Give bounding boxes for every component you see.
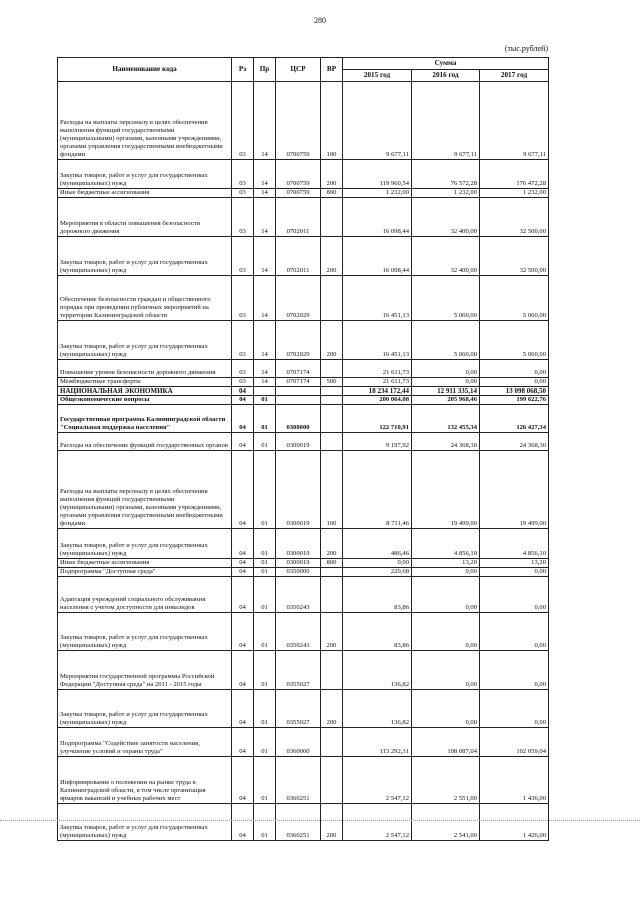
cell-vr: 200 <box>321 236 343 275</box>
cell-csr: 0702029 <box>276 320 321 359</box>
cell-vr <box>321 757 343 804</box>
cell-rz: 04 <box>232 577 254 613</box>
table-row <box>58 159 549 188</box>
cell-csr: 0702011 <box>276 236 321 275</box>
table-row <box>58 728 549 757</box>
cell-y2015: 18 234 172,44 <box>343 386 412 396</box>
cell-name: Закупка товаров, работ и услуг для государственных (муниципальных) нужд <box>58 529 232 559</box>
cell-vr: 100 <box>321 451 343 529</box>
cell-name: Иные бюджетные ассигнования <box>58 188 232 197</box>
cell-y2015: 486,46 <box>343 529 412 559</box>
table-row <box>58 613 549 651</box>
cell-y2015: 83,86 <box>343 613 412 651</box>
cell-y2017: 9 677,11 <box>480 81 549 159</box>
table-row <box>58 405 549 433</box>
cell-rz: 04 <box>232 804 254 841</box>
cell-name: Закупка товаров, работ и услуг для государственных (муниципальных) нужд <box>58 159 232 188</box>
cell-vr: 200 <box>321 804 343 841</box>
budget-table <box>57 57 549 841</box>
cell-y2017: 0,00 <box>480 690 549 728</box>
table-row <box>58 757 549 804</box>
cell-pr: 01 <box>254 757 276 804</box>
cell-pr: 01 <box>254 804 276 841</box>
cell-y2017: 0,00 <box>480 651 549 690</box>
cell-y2015: 136,82 <box>343 690 412 728</box>
cell-name: Межбюджетные трансферты <box>58 377 232 386</box>
cell-vr <box>321 197 343 236</box>
cell-y2017: 0,00 <box>480 577 549 613</box>
cell-csr: 0707174 <box>276 359 321 377</box>
table-row <box>58 275 549 320</box>
cell-csr: 0700759 <box>276 159 321 188</box>
cell-rz: 03 <box>232 197 254 236</box>
cell-vr: 200 <box>321 320 343 359</box>
cell-name: Расходы на обеспечение функций государственных органов <box>58 433 232 451</box>
cell-csr <box>276 396 321 405</box>
cell-pr: 14 <box>254 188 276 197</box>
cell-pr: 14 <box>254 275 276 320</box>
table-row <box>58 529 549 559</box>
cell-name: Подпрограмма "Содействие занятости населения, улучшение условий и охраны труда" <box>58 728 232 757</box>
cell-y2017: 0,00 <box>480 377 549 386</box>
cell-vr <box>321 577 343 613</box>
cell-csr: 0360251 <box>276 757 321 804</box>
cell-y2015: 0,00 <box>343 559 412 568</box>
cell-name: Государственная программа Калининградской области "Социальная поддержка населения" <box>58 405 232 433</box>
cell-y2017: 0,00 <box>480 613 549 651</box>
cell-y2016: 0,00 <box>412 690 480 728</box>
cell-y2016: 0,00 <box>412 651 480 690</box>
cell-name: Подпрограмма "Доступная среда" <box>58 568 232 577</box>
cell-rz: 03 <box>232 159 254 188</box>
cell-y2016: 9 677,11 <box>412 81 480 159</box>
header-2017: 2017 год <box>480 70 549 82</box>
cell-pr: 01 <box>254 529 276 559</box>
cell-name: Закупка товаров, работ и услуг для государственных (муниципальных) нужд <box>58 320 232 359</box>
cell-y2016: 32 400,00 <box>412 197 480 236</box>
cell-pr: 01 <box>254 559 276 568</box>
table-row <box>58 577 549 613</box>
cell-vr <box>321 568 343 577</box>
cell-y2017: 0,00 <box>480 359 549 377</box>
table-row <box>58 568 549 577</box>
cell-pr: 14 <box>254 320 276 359</box>
cell-name: Закупка товаров, работ и услуг для государственных (муниципальных) нужд <box>58 613 232 651</box>
cell-y2015: 136,82 <box>343 651 412 690</box>
header-sum: Сумма <box>343 58 549 70</box>
cell-csr: 0702029 <box>276 275 321 320</box>
cell-pr: 14 <box>254 197 276 236</box>
cell-pr: 01 <box>254 728 276 757</box>
cell-pr: 01 <box>254 577 276 613</box>
cell-y2017: 102 059,04 <box>480 728 549 757</box>
cell-csr: 0707174 <box>276 377 321 386</box>
cell-y2015: 9 197,92 <box>343 433 412 451</box>
cell-y2016: 2 541,00 <box>412 804 480 841</box>
cell-pr: 01 <box>254 451 276 529</box>
cell-y2015: 2 547,12 <box>343 804 412 841</box>
cell-name: Адаптация учреждений социального обслуживания населения с учетом доступности для инвалидов <box>58 577 232 613</box>
cell-vr: 800 <box>321 559 343 568</box>
cell-vr <box>321 728 343 757</box>
cell-rz: 04 <box>232 651 254 690</box>
cell-csr: 0300000 <box>276 405 321 433</box>
cell-y2017: 1 232,00 <box>480 188 549 197</box>
cell-csr: 0300019 <box>276 559 321 568</box>
header-pr: Пр <box>254 58 276 82</box>
table-row <box>58 433 549 451</box>
cell-vr <box>321 386 343 396</box>
cell-y2016: 0,00 <box>412 359 480 377</box>
cell-rz: 04 <box>232 728 254 757</box>
cell-vr: 800 <box>321 188 343 197</box>
cell-y2016: 76 572,28 <box>412 159 480 188</box>
table-row <box>58 559 549 568</box>
cell-name: Расходы на выплаты персоналу в целях обеспечения выполнения функций государственными (муниципальными) органами, казенными учреждениями, органами управления государственными внебюджетными фондами <box>58 81 232 159</box>
cell-csr: 0702011 <box>276 197 321 236</box>
cell-y2016: 5 060,00 <box>412 320 480 359</box>
table-row <box>58 804 549 841</box>
cell-pr: 14 <box>254 236 276 275</box>
cell-y2016: 0,00 <box>412 377 480 386</box>
cell-csr: 0355027 <box>276 690 321 728</box>
cell-y2015: 21 611,73 <box>343 359 412 377</box>
cell-y2017: 24 368,30 <box>480 433 549 451</box>
cell-name: Закупка товаров, работ и услуг для государственных (муниципальных) нужд <box>58 236 232 275</box>
cell-vr: 200 <box>321 529 343 559</box>
cell-rz: 04 <box>232 568 254 577</box>
table-row <box>58 197 549 236</box>
cell-y2016: 2 551,00 <box>412 757 480 804</box>
cell-name: Общеэкономические вопросы <box>58 396 232 405</box>
cell-y2016: 24 368,30 <box>412 433 480 451</box>
cell-pr: 01 <box>254 405 276 433</box>
cell-y2015: 200 064,08 <box>343 396 412 405</box>
table-row <box>58 690 549 728</box>
cell-y2017: 5 060,00 <box>480 275 549 320</box>
header-2015: 2015 год <box>343 70 412 82</box>
cell-pr: 01 <box>254 651 276 690</box>
cell-rz: 03 <box>232 377 254 386</box>
table-row <box>58 359 549 377</box>
cell-y2016: 19 499,00 <box>412 451 480 529</box>
header-rz: Рз <box>232 58 254 82</box>
cell-y2015: 16 098,44 <box>343 197 412 236</box>
cell-y2015: 122 710,91 <box>343 405 412 433</box>
table-row <box>58 81 549 159</box>
cell-pr <box>254 386 276 396</box>
table-body <box>58 81 549 841</box>
cell-pr: 01 <box>254 396 276 405</box>
cell-vr <box>321 433 343 451</box>
dotted-line <box>0 820 640 821</box>
cell-y2015: 16 098,44 <box>343 236 412 275</box>
cell-vr: 200 <box>321 159 343 188</box>
cell-vr: 100 <box>321 81 343 159</box>
cell-name: Закупка товаров, работ и услуг для государственных (муниципальных) нужд <box>58 804 232 841</box>
cell-y2017: 5 060,00 <box>480 320 549 359</box>
cell-name: Мероприятия государственной программы Российской Федерации "Доступная среда" на 2011 - 2015 годы <box>58 651 232 690</box>
cell-y2017: 126 427,34 <box>480 405 549 433</box>
cell-y2016: 132 455,34 <box>412 405 480 433</box>
cell-y2016: 13,20 <box>412 559 480 568</box>
cell-rz: 04 <box>232 613 254 651</box>
cell-y2015: 113 292,31 <box>343 728 412 757</box>
cell-rz: 04 <box>232 386 254 396</box>
cell-rz: 03 <box>232 81 254 159</box>
cell-y2016: 108 087,04 <box>412 728 480 757</box>
cell-y2016: 0,00 <box>412 577 480 613</box>
page-number: 280 <box>314 16 326 25</box>
cell-y2016: 4 856,10 <box>412 529 480 559</box>
cell-y2015: 220,68 <box>343 568 412 577</box>
cell-name: Информирование о положении на рынке труда в Калининградской области, в том числе организация ярмарок вакансий и учебных рабочих мест <box>58 757 232 804</box>
cell-vr: 500 <box>321 377 343 386</box>
cell-y2017: 1 436,00 <box>480 757 549 804</box>
cell-vr <box>321 405 343 433</box>
cell-name: Иные бюджетные ассигнования <box>58 559 232 568</box>
header-vr: ВР <box>321 58 343 82</box>
cell-y2017: 19 499,00 <box>480 451 549 529</box>
cell-y2017: 13,20 <box>480 559 549 568</box>
cell-y2015: 2 547,12 <box>343 757 412 804</box>
cell-rz: 03 <box>232 275 254 320</box>
cell-rz: 04 <box>232 690 254 728</box>
cell-csr: 0350000 <box>276 568 321 577</box>
header-csr: ЦСР <box>276 58 321 82</box>
cell-y2016: 1 232,00 <box>412 188 480 197</box>
cell-y2017: 176 472,28 <box>480 159 549 188</box>
header-2016: 2016 год <box>412 70 480 82</box>
cell-rz: 04 <box>232 529 254 559</box>
cell-rz: 03 <box>232 359 254 377</box>
cell-y2015: 1 232,00 <box>343 188 412 197</box>
cell-y2017: 32 500,00 <box>480 236 549 275</box>
cell-y2015: 83,86 <box>343 577 412 613</box>
table-row <box>58 320 549 359</box>
unit-label: (тыс.рублей) <box>504 44 548 53</box>
table-row <box>58 386 549 396</box>
cell-csr: 0360251 <box>276 804 321 841</box>
cell-csr: 0300019 <box>276 529 321 559</box>
cell-pr: 01 <box>254 433 276 451</box>
cell-csr: 0350243 <box>276 577 321 613</box>
cell-rz: 03 <box>232 236 254 275</box>
cell-csr: 0300019 <box>276 433 321 451</box>
cell-vr <box>321 651 343 690</box>
cell-name: Расходы на выплаты персоналу в целях обеспечения выполнения функций государственными (муниципальными) органами, казенными учреждениями, органами управления государственными внебюджетными фондами <box>58 451 232 529</box>
cell-y2016: 205 968,46 <box>412 396 480 405</box>
header-name: Наименование кода <box>58 58 232 82</box>
cell-rz: 03 <box>232 320 254 359</box>
cell-y2017: 1 426,00 <box>480 804 549 841</box>
table-row <box>58 236 549 275</box>
cell-y2017: 4 856,10 <box>480 529 549 559</box>
cell-y2015: 16 451,13 <box>343 275 412 320</box>
cell-rz: 04 <box>232 757 254 804</box>
cell-name: Повышение уровня безопасности дорожного движения <box>58 359 232 377</box>
cell-y2015: 16 451,13 <box>343 320 412 359</box>
cell-csr: 0300019 <box>276 451 321 529</box>
cell-y2016: 5 060,00 <box>412 275 480 320</box>
cell-y2015: 21 611,73 <box>343 377 412 386</box>
cell-name: Обеспечение безопасности граждан и общественного порядка при проведении публичных мероприятий на территории Калининградской области <box>58 275 232 320</box>
cell-rz: 03 <box>232 188 254 197</box>
cell-pr: 01 <box>254 613 276 651</box>
table-row <box>58 377 549 386</box>
cell-name: НАЦИОНАЛЬНАЯ ЭКОНОМИКА <box>58 386 232 396</box>
cell-vr <box>321 275 343 320</box>
cell-y2016: 0,00 <box>412 568 480 577</box>
cell-pr: 14 <box>254 377 276 386</box>
cell-y2016: 0,00 <box>412 613 480 651</box>
cell-vr <box>321 396 343 405</box>
cell-y2017: 0,00 <box>480 568 549 577</box>
cell-y2017: 32 500,00 <box>480 197 549 236</box>
table-row <box>58 451 549 529</box>
cell-pr: 14 <box>254 359 276 377</box>
cell-name: Мероприятия в области повышения безопасности дорожного движения <box>58 197 232 236</box>
cell-rz: 04 <box>232 451 254 529</box>
cell-name: Закупка товаров, работ и услуг для государственных (муниципальных) нужд <box>58 690 232 728</box>
cell-y2016: 12 911 335,14 <box>412 386 480 396</box>
cell-rz: 04 <box>232 396 254 405</box>
cell-y2016: 32 400,00 <box>412 236 480 275</box>
cell-csr: 0350243 <box>276 613 321 651</box>
cell-pr: 14 <box>254 159 276 188</box>
cell-rz: 04 <box>232 433 254 451</box>
cell-y2015: 119 960,54 <box>343 159 412 188</box>
cell-y2015: 9 677,11 <box>343 81 412 159</box>
cell-csr: 0700759 <box>276 188 321 197</box>
cell-y2015: 8 711,46 <box>343 451 412 529</box>
cell-y2017: 13 098 068,50 <box>480 386 549 396</box>
table-row <box>58 188 549 197</box>
cell-csr: 0355027 <box>276 651 321 690</box>
cell-csr: 0700759 <box>276 81 321 159</box>
table-row <box>58 396 549 405</box>
cell-vr: 200 <box>321 690 343 728</box>
cell-pr: 01 <box>254 690 276 728</box>
table-row <box>58 651 549 690</box>
cell-y2017: 199 622,76 <box>480 396 549 405</box>
cell-csr: 0360000 <box>276 728 321 757</box>
cell-rz: 04 <box>232 405 254 433</box>
cell-vr: 200 <box>321 613 343 651</box>
cell-vr <box>321 359 343 377</box>
cell-pr: 14 <box>254 81 276 159</box>
cell-rz: 04 <box>232 559 254 568</box>
cell-pr: 01 <box>254 568 276 577</box>
cell-csr <box>276 386 321 396</box>
